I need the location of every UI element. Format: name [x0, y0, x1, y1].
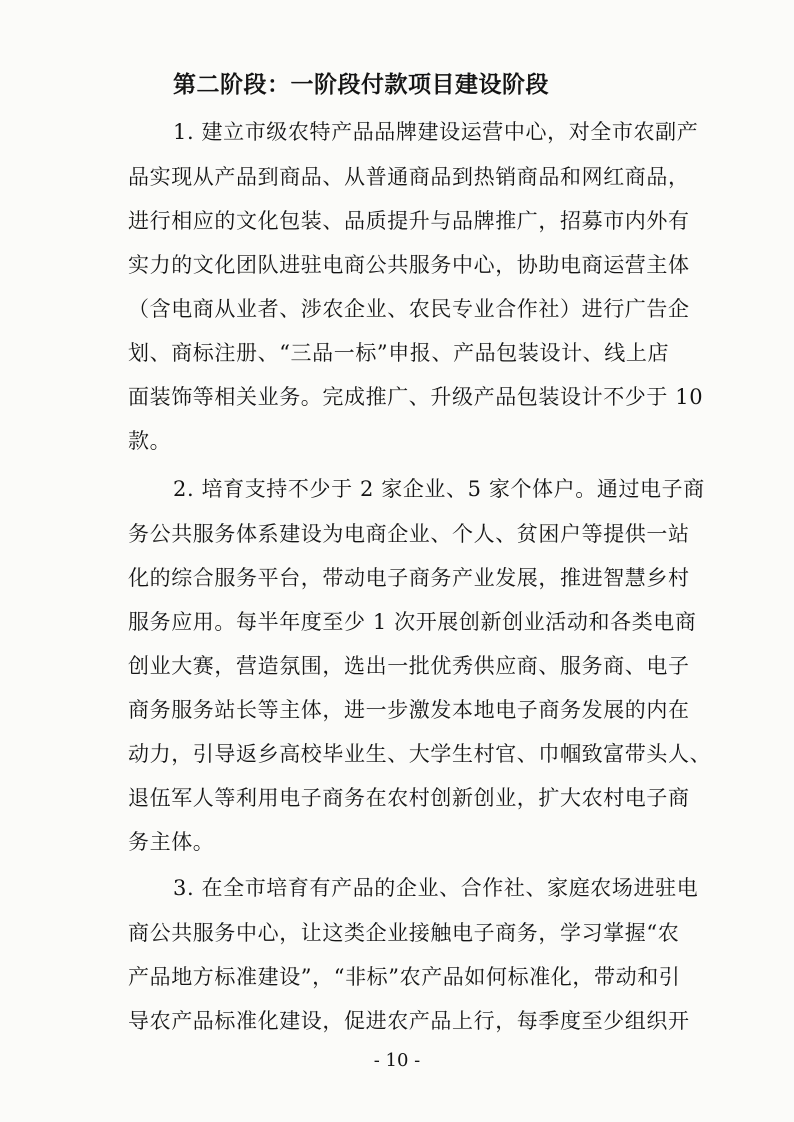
- paragraph-2-line-1: 2. 培育支持不少于 2 家企业、5 家个体户。通过电子商: [173, 477, 705, 501]
- paragraph-3-line-2: 商公共服务中心，让这类企业接触电子商务，学习掌握“农: [128, 921, 680, 945]
- paragraph-2-line-7: 动力，引导返乡高校毕业生、大学生村官、巾帼致富带头人、: [128, 742, 712, 766]
- paragraph-3-line-4: 导农产品标准化建设，促进农产品上行，每季度至少组织开: [128, 1009, 690, 1033]
- section-heading: 第二阶段：一阶段付款项目建设阶段: [173, 72, 549, 98]
- paragraph-2-line-6: 商务服务站长等主体，进一步激发本地电子商务发展的内在: [128, 698, 690, 722]
- paragraph-1-line-3: 进行相应的文化包装、品质提升与品牌推广，招募市内外有: [128, 209, 690, 233]
- paragraph-1-line-2: 品实现从产品到商品、从普通商品到热销商品和网红商品，: [128, 165, 690, 189]
- paragraph-1-line-1: 1. 建立市级农特产品品牌建设运营中心，对全市农副产: [173, 120, 699, 144]
- paragraph-2-line-9: 务主体。: [128, 830, 215, 854]
- paragraph-3-line-1: 3. 在全市培育有产品的企业、合作社、家庭农场进驻电: [173, 876, 699, 900]
- page-number: - 10 -: [373, 1050, 421, 1071]
- paragraph-1-line-8: 款。: [128, 429, 172, 453]
- paragraph-1-line-5: （含电商从业者、涉农企业、农民专业合作社）进行广告企: [128, 297, 690, 321]
- paragraph-2-line-4: 服务应用。每半年度至少 1 次开展创新创业活动和各类电商: [128, 610, 697, 634]
- paragraph-1-line-7: 面装饰等相关业务。完成推广、升级产品包装设计不少于 10: [128, 385, 704, 409]
- paragraph-2-line-3: 化的综合服务平台，带动电子商务产业发展，推进智慧乡村: [128, 566, 690, 590]
- paragraph-3-line-3: 产品地方标准建设”，“非标”农产品如何标准化，带动和引: [128, 965, 681, 989]
- paragraph-2-line-8: 退伍军人等利用电子商务在农村创新创业，扩大农村电子商: [128, 786, 690, 810]
- paragraph-1-line-6: 划、商标注册、“三品一标”申报、产品包装设计、线上店: [128, 341, 670, 365]
- paragraph-2-line-5: 创业大赛，营造氛围，选出一批优秀供应商、服务商、电子: [128, 654, 690, 678]
- paragraph-1-line-4: 实力的文化团队进驻电商公共服务中心，协助电商运营主体: [128, 253, 690, 277]
- paragraph-2-line-2: 务公共服务体系建设为电商企业、个人、贫困户等提供一站: [128, 522, 690, 546]
